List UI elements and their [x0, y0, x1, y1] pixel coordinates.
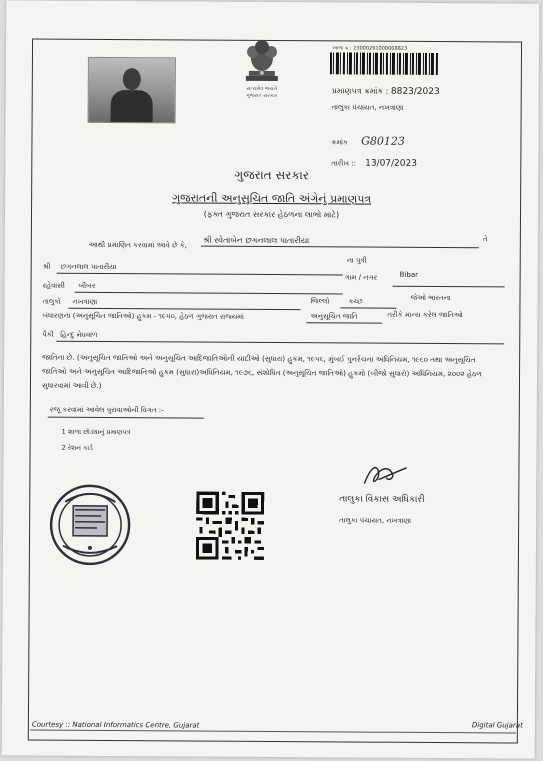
resident-label: રહેવાસી [42, 281, 65, 290]
resident-value: બીબર [78, 281, 96, 290]
evidence-item: 1 શાળા છોડ્યાનું પ્રમાણપત્ર [61, 427, 131, 437]
official-seal [49, 484, 131, 566]
state-emblem-icon [240, 38, 284, 84]
barcode-caption: આજ ક્ર.: 23000291000008823 [332, 45, 408, 52]
certificate-number: 8823/2023 [390, 86, 440, 98]
citizen-text: જેઓ ભારતના [410, 293, 451, 303]
evidence-item: 2 રેશન કાર્ડ [61, 443, 93, 452]
legal-paragraph: જાતિના છે. (અનુસૂચિત જાતિઓ અને અનુસૂચિત આદિજાતિઓની યાદીઓ (સુધારા) હુકમ, ૧૯૫૬, મુંબઈ પુનર્રચના અધિનિયમ, ૧૯૬૦ તથા અનુસૂચિત જાતિઓ અને અનુસૂચિત આદિજાતિઓ હુકમ (સુધારા)અધિનિયમ, ૧૯૭૬, સંશોધિત (અનુસૂચિત જાતિઓ) હુકમો (બીજો સુધારો) અધિનિયમ, ૨૦૦૨ હેઠળ સુધારવામાં આવી છે.) [41, 352, 482, 390]
applicant-photo [88, 57, 176, 124]
footer-brand: Digital Gujarat [471, 721, 523, 730]
serial-number: G80123 [361, 134, 405, 148]
caste-type: અનુસૂચિત જાતિ [310, 312, 358, 321]
qr-code-icon [196, 492, 264, 560]
footer-courtesy: Courtesy :: National Informatics Centre, Gujarat [31, 720, 200, 730]
village-value: Bibar [399, 270, 419, 279]
serial-row [331, 129, 405, 148]
certificate-number-label: પ્રમાણપત્ર ક્રમાંક : [331, 86, 389, 96]
barcode-icon [330, 52, 438, 75]
taluka-value: નખત્રાણા [72, 297, 98, 306]
shri-label: શ્રી [42, 262, 51, 271]
applicant-name: શ્રી સ્વેતાબેન છગનલાલ પાતારીયા [202, 235, 310, 246]
caste-value: હિન્દુ મેઘવાળ [60, 330, 98, 339]
emblem-caption: સત્યમેવ જયતે [246, 85, 278, 93]
district-value: કચ્છ [348, 297, 363, 306]
certificate-number-row [332, 86, 440, 97]
signature-icon [358, 458, 410, 492]
signing-officer: તાલુકા વિકાસ અધિકારી [339, 494, 425, 505]
district-label: જિલ્લો [310, 297, 330, 306]
certificate-subtitle: (ફક્ત ગુજરાત સરકાર હેઠળના લાભો માટે) [203, 209, 340, 220]
caste-prefix: પૈકી [42, 330, 54, 339]
certificate-title: ગુજરાતની અનુસૂચિત જાતિ અંગેનું પ્રમાણપત્ર [172, 191, 372, 206]
serial-label: ક્રમાંક [331, 138, 349, 147]
father-name: છગનલાલ પાતારીયા [60, 262, 117, 272]
issuing-office: તાલુકા પંચાયત, નખત્રાણા [331, 103, 404, 112]
recognised-castes-text: તરીકે માન્ય કરેલ જાતિઓ [387, 310, 463, 320]
certify-text: આથી પ્રમાણિત કરવામાં આવે છે કે, [88, 240, 187, 250]
constitution-text: બંધારણના (અનુસૂચિત જાતિઓ) હુકમ - ૧૯૫૦, હેઠળ ગુજરાત રાજ્યમાં [42, 311, 245, 321]
na-putri-text: ના પુત્રી [346, 256, 367, 265]
date-label: તારીખ :: [331, 159, 357, 168]
emblem-caption-state: ગુજરાત સરકાર [246, 92, 278, 100]
seal-icon [49, 484, 131, 566]
date-row [331, 150, 417, 170]
certificate-sheet [2, 0, 540, 758]
village-label: ગામ / નગર [344, 273, 378, 282]
evidence-heading: રજૂ કરવામાં આવેલ પુરાવાઓની વિગત :- [49, 405, 164, 415]
te-text: તે [482, 235, 488, 244]
signing-office: તાલુકા પંચાયત, નખત્રાણા [339, 516, 412, 525]
issue-date: 13/07/2023 [365, 158, 418, 169]
government-title: ગુજરાત સરકાર [234, 167, 310, 183]
taluka-label: તાલુકો [42, 297, 61, 306]
